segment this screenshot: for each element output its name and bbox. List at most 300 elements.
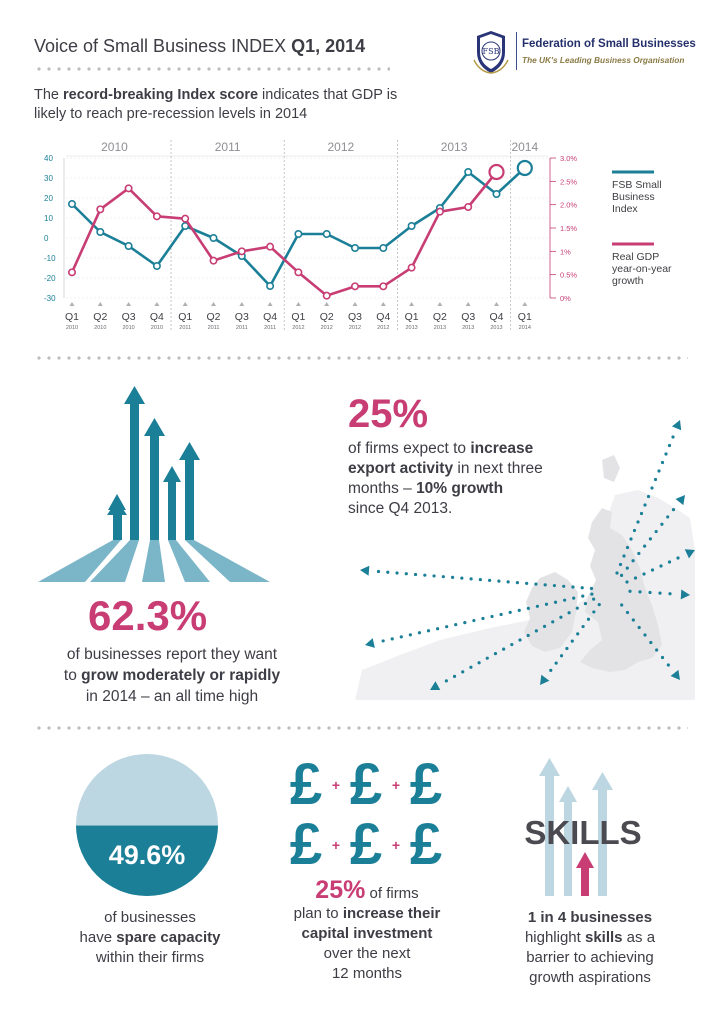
gdp-data-point bbox=[437, 208, 443, 214]
left-axis-ticks bbox=[44, 154, 56, 303]
x-tick-triangle bbox=[70, 302, 75, 306]
x-tick-label: Q2 bbox=[319, 311, 334, 323]
export-arrow-dot bbox=[581, 586, 584, 589]
export-arrow-dot bbox=[636, 520, 639, 523]
export-l3-pre: months – bbox=[348, 480, 417, 497]
gdp-data-point bbox=[465, 204, 471, 210]
subtitle-pre: The bbox=[34, 87, 64, 103]
x-tick-year-label: 2010 bbox=[122, 325, 135, 331]
x-tick-triangle bbox=[466, 302, 471, 306]
export-arrowhead-icon bbox=[672, 420, 681, 430]
index-data-point bbox=[154, 263, 160, 269]
index-data-point bbox=[518, 161, 532, 175]
export-arrow-dot bbox=[659, 564, 662, 567]
export-arrow-dot bbox=[626, 546, 629, 549]
export-arrow-dot bbox=[518, 609, 521, 612]
gdp-data-point bbox=[182, 215, 188, 221]
x-tick-label: Q3 bbox=[461, 311, 476, 323]
export-arrow-dot bbox=[518, 638, 521, 641]
skills-l2-bold: skills bbox=[584, 929, 623, 946]
growth-l3: in 2014 – an all time high bbox=[85, 688, 259, 705]
export-arrow-dot bbox=[527, 634, 530, 637]
export-arrow-dot bbox=[664, 452, 667, 455]
export-arrow-dot bbox=[453, 675, 456, 678]
right-axis-ticks bbox=[560, 154, 577, 303]
export-arrow-dot bbox=[382, 639, 385, 642]
growth-arrows-illustration bbox=[30, 380, 280, 585]
export-arrow-dot bbox=[553, 584, 556, 587]
export-arrow-dot bbox=[660, 523, 663, 526]
export-arrow-dot bbox=[534, 582, 537, 585]
export-arrow-dot bbox=[543, 625, 546, 628]
skills-l2-post: as a bbox=[622, 929, 656, 946]
x-tick-label: Q2 bbox=[432, 311, 447, 323]
x-tick-year-label: 2013 bbox=[405, 325, 418, 331]
pound-icon: £ bbox=[409, 752, 443, 817]
plus-icon: + bbox=[331, 777, 341, 793]
export-arrow-dot bbox=[638, 590, 641, 593]
export-arrow-dot bbox=[423, 574, 426, 577]
investment-description bbox=[262, 876, 472, 984]
export-arrow-dot bbox=[545, 603, 548, 606]
export-percentage: 25% bbox=[348, 392, 429, 436]
export-arrow-dot bbox=[661, 461, 664, 464]
right-tick-label: 0% bbox=[560, 294, 571, 303]
export-description bbox=[348, 439, 608, 519]
export-arrow-dot bbox=[442, 575, 445, 578]
export-arrow-dot bbox=[654, 478, 657, 481]
skills-l2-pre: highlight bbox=[524, 929, 585, 946]
export-arrow-dot bbox=[640, 512, 643, 515]
export-arrow-dot bbox=[598, 603, 601, 606]
export-arrow-dot bbox=[622, 554, 625, 557]
x-tick-year-label: 2011 bbox=[235, 325, 248, 331]
gdp-data-point bbox=[267, 243, 273, 249]
export-arrow-dot bbox=[571, 585, 574, 588]
capacity-l1: of businesses bbox=[104, 909, 196, 926]
export-arrow-dot bbox=[488, 579, 491, 582]
x-tick-label: Q2 bbox=[206, 311, 221, 323]
x-tick-year-label: 2010 bbox=[65, 325, 79, 331]
export-arrow-dot bbox=[668, 592, 671, 595]
x-tick-year-label: 2010 bbox=[94, 325, 107, 331]
export-arrow-dot bbox=[657, 469, 660, 472]
logo-name: Federation of Small Businesses bbox=[522, 38, 696, 50]
export-arrow-dot bbox=[649, 537, 652, 540]
left-tick-label: 10 bbox=[44, 214, 53, 223]
investment-l2-pre: plan to bbox=[293, 905, 343, 922]
year-label: 2011 bbox=[214, 140, 241, 154]
investment-l3-bold: capital investment bbox=[301, 925, 433, 942]
export-arrow-dot bbox=[481, 617, 484, 620]
x-tick-triangle bbox=[268, 302, 273, 306]
export-arrow-dot bbox=[536, 605, 539, 608]
x-tick-label: Q4 bbox=[149, 311, 164, 323]
x-tick-label: Q3 bbox=[121, 311, 136, 323]
index-gdp-line-chart bbox=[0, 140, 722, 335]
gdp-data-point bbox=[69, 269, 75, 275]
index-data-point bbox=[408, 223, 414, 229]
growth-l1: of businesses report they want bbox=[66, 646, 278, 663]
gdp-data-point bbox=[154, 213, 160, 219]
chart-subtitle bbox=[34, 86, 414, 124]
year-label: 2014 bbox=[511, 140, 539, 154]
growth-l2-pre: to bbox=[63, 667, 82, 684]
export-arrow-dot bbox=[632, 618, 635, 621]
export-arrow-dot bbox=[527, 607, 530, 610]
export-arrow-dot bbox=[451, 576, 454, 579]
x-tick-triangle bbox=[126, 302, 131, 306]
capacity-l3: within their firms bbox=[95, 949, 205, 966]
gdp-data-point bbox=[352, 283, 358, 289]
year-label: 2012 bbox=[327, 140, 355, 154]
left-tick-label: -10 bbox=[44, 254, 56, 263]
export-arrow-dot bbox=[470, 577, 473, 580]
dotted-divider-top bbox=[34, 67, 390, 71]
export-arrow-dot bbox=[418, 631, 421, 634]
export-arrowhead-icon bbox=[365, 638, 375, 648]
export-arrowhead-icon bbox=[360, 566, 369, 576]
legend-label: Business bbox=[612, 191, 655, 203]
export-arrow-dot bbox=[628, 590, 631, 593]
export-arrow-dot bbox=[592, 597, 595, 600]
export-arrow-dot bbox=[619, 563, 622, 566]
title-prefix: Voice of Small Business INDEX bbox=[34, 36, 292, 56]
export-arrow-dot bbox=[409, 633, 412, 636]
plus-icon: + bbox=[331, 837, 341, 853]
logo-divider bbox=[516, 32, 517, 70]
gdp-data-point bbox=[380, 283, 386, 289]
export-arrow-dot bbox=[477, 661, 480, 664]
capacity-l2-pre: have bbox=[79, 929, 117, 946]
pound-icon: £ bbox=[409, 812, 443, 872]
export-arrow-dot bbox=[544, 583, 547, 586]
export-arrow-dot bbox=[649, 641, 652, 644]
x-tick-triangle bbox=[437, 302, 442, 306]
export-arrow-dot bbox=[516, 581, 519, 584]
export-arrow-dot bbox=[668, 444, 671, 447]
subtitle-bold: record-breaking Index score bbox=[63, 87, 259, 103]
export-arrow-dot bbox=[629, 537, 632, 540]
export-arrow-dot bbox=[655, 648, 658, 651]
capacity-percentage: 49.6% bbox=[108, 840, 186, 870]
export-arrow-dot bbox=[510, 643, 513, 646]
x-tick-triangle bbox=[324, 302, 329, 306]
right-tick-label: 0.5% bbox=[560, 270, 578, 280]
x-tick-year-label: 2013 bbox=[433, 325, 447, 331]
export-l1-pre: of firms expect to bbox=[348, 440, 471, 457]
gdp-data-point bbox=[490, 165, 504, 179]
fsb-seal-icon bbox=[470, 30, 512, 74]
x-tick-year-label: 2011 bbox=[207, 325, 220, 331]
investment-l2-bold: increase their bbox=[342, 905, 441, 922]
x-tick-year-label: 2013 bbox=[462, 325, 475, 331]
export-arrow-dot bbox=[671, 435, 674, 438]
left-tick-label: 30 bbox=[44, 174, 53, 183]
export-arrow-dot bbox=[661, 656, 664, 659]
export-arrow-dot bbox=[590, 587, 593, 590]
export-arrow-dot bbox=[587, 618, 590, 621]
export-arrow-dot bbox=[502, 647, 505, 650]
capacity-l2-bold: spare capacity bbox=[116, 929, 221, 946]
export-arrow-dot bbox=[432, 574, 435, 577]
skills-word: SKILLS bbox=[524, 814, 642, 851]
export-arrow-dot bbox=[647, 495, 650, 498]
gdp-data-point bbox=[97, 206, 103, 212]
x-tick-label: Q4 bbox=[376, 311, 391, 323]
legend-label: FSB Small bbox=[612, 179, 662, 191]
export-arrow-dot bbox=[391, 637, 394, 640]
export-l4: since Q4 2013. bbox=[348, 500, 453, 517]
left-tick-label: 20 bbox=[44, 194, 53, 203]
gdp-data-point bbox=[408, 264, 414, 270]
x-tick-year-label: 2011 bbox=[264, 325, 277, 331]
export-arrow-dot bbox=[500, 613, 503, 616]
left-tick-label: -20 bbox=[44, 274, 56, 283]
right-tick-label: 1.5% bbox=[560, 224, 578, 233]
x-tick-label: Q1 bbox=[517, 311, 532, 323]
x-tick-label: Q4 bbox=[489, 311, 504, 323]
index-data-point bbox=[210, 235, 216, 241]
legend-label: Real GDP bbox=[612, 251, 660, 263]
index-series-line bbox=[72, 168, 525, 286]
capacity-description bbox=[50, 908, 250, 968]
gdp-data-point bbox=[239, 248, 245, 254]
export-arrow-dot bbox=[560, 654, 563, 657]
pound-icon: £ bbox=[349, 752, 383, 817]
export-arrow-dot bbox=[469, 666, 472, 669]
export-arrow-dot bbox=[642, 572, 645, 575]
index-data-point bbox=[465, 169, 471, 175]
x-tick-label: Q2 bbox=[93, 311, 108, 323]
legend-label: growth bbox=[612, 275, 644, 287]
x-tick-year-label: 2012 bbox=[348, 325, 362, 331]
export-arrow-dot bbox=[405, 572, 408, 575]
skills-l4: growth aspirations bbox=[529, 969, 651, 986]
export-arrow-dot bbox=[436, 627, 439, 630]
x-tick-triangle bbox=[296, 302, 301, 306]
right-tick-label: 1% bbox=[560, 247, 571, 257]
right-tick-label: 2.5% bbox=[560, 177, 578, 187]
x-tick-year-label: 2012 bbox=[292, 325, 305, 331]
export-arrow-dot bbox=[507, 580, 510, 583]
export-l2-bold: export activity bbox=[348, 460, 454, 477]
chart-legend bbox=[612, 172, 672, 287]
x-tick-triangle bbox=[98, 302, 103, 306]
export-arrow-dot bbox=[643, 545, 646, 548]
export-l2-post: in next three bbox=[453, 460, 543, 477]
index-data-point bbox=[97, 229, 103, 235]
export-arrow-dot bbox=[490, 615, 493, 618]
perspective-rays bbox=[38, 540, 270, 582]
gdp-data-point bbox=[125, 185, 131, 191]
growth-description bbox=[22, 644, 322, 707]
skills-description bbox=[490, 908, 690, 988]
investment-l4: over the next bbox=[323, 945, 411, 962]
year-label: 2013 bbox=[440, 140, 468, 154]
export-arrow-dot bbox=[445, 625, 448, 628]
logo-seal-text: FSB bbox=[482, 47, 500, 56]
export-arrow-dot bbox=[572, 597, 575, 600]
export-arrow-dot bbox=[631, 559, 634, 562]
export-arrow-dot bbox=[667, 663, 670, 666]
export-arrow-dot bbox=[461, 670, 464, 673]
export-arrow-dot bbox=[494, 652, 497, 655]
index-data-point bbox=[69, 201, 75, 207]
x-tick-year-label: 2012 bbox=[377, 325, 390, 331]
export-arrow-dot bbox=[658, 592, 661, 595]
export-arrow-dot bbox=[626, 566, 629, 569]
export-arrow-dot bbox=[638, 626, 641, 629]
spare-capacity-circle bbox=[74, 752, 220, 898]
x-tick-triangle bbox=[353, 302, 358, 306]
legend-label: Index bbox=[612, 203, 638, 215]
gdp-data-point bbox=[295, 269, 301, 275]
export-arrow-dot bbox=[535, 629, 538, 632]
export-arrow-dot bbox=[576, 607, 579, 610]
pound-symbols-illustration bbox=[282, 752, 452, 872]
export-arrow-dot bbox=[414, 573, 417, 576]
x-tick-triangle bbox=[494, 302, 499, 306]
export-arrow-dot bbox=[637, 552, 640, 555]
export-arrow-dot bbox=[584, 602, 587, 605]
year-labels bbox=[101, 140, 538, 154]
x-tick-label: Q1 bbox=[64, 311, 80, 323]
export-arrow-dot bbox=[486, 657, 489, 660]
index-data-point bbox=[125, 243, 131, 249]
export-arrow-dot bbox=[509, 611, 512, 614]
export-arrow-dot bbox=[672, 508, 675, 511]
x-tick-label: Q1 bbox=[178, 311, 193, 323]
x-tick-triangle bbox=[381, 302, 386, 306]
x-tick-year-label: 2011 bbox=[179, 325, 192, 331]
export-arrow-dot bbox=[615, 571, 618, 574]
export-arrowhead-icon bbox=[675, 495, 685, 505]
x-tick-triangle bbox=[239, 302, 244, 306]
subtitle-post: indicates that GDP is likely to reach pre-recession levels in 2014 bbox=[34, 87, 398, 122]
x-tick-triangle bbox=[154, 302, 159, 306]
export-arrow-dot bbox=[555, 661, 558, 664]
export-l1-bold: increase bbox=[470, 440, 534, 457]
chart-grid bbox=[64, 140, 556, 332]
export-arrow-dot bbox=[427, 629, 430, 632]
dotted-divider-bottom bbox=[34, 726, 688, 730]
legend-label: year-on-year bbox=[612, 263, 672, 275]
export-arrow-dot bbox=[395, 571, 398, 574]
index-data-point bbox=[380, 245, 386, 251]
growth-l2-bold: grow moderately or rapidly bbox=[81, 667, 281, 684]
left-tick-label: 0 bbox=[44, 234, 49, 243]
export-arrow-dot bbox=[592, 610, 595, 613]
index-data-point bbox=[352, 245, 358, 251]
export-arrow-dot bbox=[400, 635, 403, 638]
right-tick-label: 2.0% bbox=[560, 200, 578, 210]
index-data-point bbox=[324, 231, 330, 237]
export-arrow-dot bbox=[634, 576, 637, 579]
export-arrow-dot bbox=[655, 530, 658, 533]
x-tick-year-label: 2014 bbox=[518, 325, 531, 331]
export-arrow-dot bbox=[565, 647, 568, 650]
x-tick-triangle bbox=[211, 302, 216, 306]
export-arrow-dot bbox=[567, 611, 570, 614]
year-label: 2010 bbox=[101, 140, 128, 154]
export-arrow-dot bbox=[554, 601, 557, 604]
export-arrow-dot bbox=[551, 620, 554, 623]
index-data-point bbox=[267, 283, 273, 289]
export-arrow-dot bbox=[668, 560, 671, 563]
plus-icon: + bbox=[391, 837, 401, 853]
x-tick-label: Q1 bbox=[291, 311, 306, 323]
export-arrow-dot bbox=[445, 679, 448, 682]
gdp-data-point bbox=[210, 257, 216, 263]
export-arrow-dot bbox=[625, 580, 628, 583]
export-arrow-dot bbox=[454, 623, 457, 626]
gdp-data-point bbox=[324, 292, 330, 298]
export-l3-bold: 10% growth bbox=[416, 480, 504, 497]
left-tick-label: 40 bbox=[44, 154, 53, 163]
skills-illustration bbox=[508, 752, 658, 902]
export-arrow-dot bbox=[571, 640, 574, 643]
export-arrow-dot bbox=[590, 592, 593, 595]
growth-percentage: 62.3% bbox=[88, 592, 208, 639]
export-arrow-dot bbox=[648, 591, 651, 594]
x-tick-year-label: 2012 bbox=[320, 325, 333, 331]
export-arrow-dot bbox=[581, 625, 584, 628]
export-arrow-dot bbox=[676, 556, 679, 559]
dotted-divider-middle bbox=[34, 356, 688, 360]
export-arrow-dot bbox=[460, 577, 463, 580]
export-arrow-dot bbox=[666, 515, 669, 518]
export-arrow-dot bbox=[386, 571, 389, 574]
title-period: Q1, 2014 bbox=[291, 36, 366, 56]
export-arrow-dot bbox=[581, 595, 584, 598]
pound-icon: £ bbox=[349, 812, 383, 872]
export-arrow-dot bbox=[643, 633, 646, 636]
x-tick-year-label: 2010 bbox=[150, 325, 164, 331]
export-arrow-dot bbox=[651, 568, 654, 571]
investment-l5: 12 months bbox=[331, 965, 403, 982]
export-arrow-dot bbox=[562, 585, 565, 588]
export-arrow-dot bbox=[549, 669, 552, 672]
export-arrow-dot bbox=[563, 599, 566, 602]
pound-icon: £ bbox=[289, 752, 323, 817]
export-arrow-dot bbox=[497, 580, 500, 583]
x-tick-label: Q3 bbox=[234, 311, 249, 323]
export-arrow-dot bbox=[472, 619, 475, 622]
export-arrow-dot bbox=[525, 582, 528, 585]
export-arrow-dot bbox=[643, 503, 646, 506]
logo-tagline: The UK's Leading Business Organisation bbox=[522, 55, 685, 65]
investment-percentage: 25% bbox=[315, 876, 366, 904]
x-tick-triangle bbox=[522, 302, 527, 306]
page-title bbox=[34, 36, 365, 57]
right-tick-label: 3.0% bbox=[560, 154, 578, 163]
export-arrow-dot bbox=[479, 578, 482, 581]
export-arrow-dot bbox=[620, 574, 623, 577]
skills-l3: barrier to achieving bbox=[526, 949, 654, 966]
x-tick-label: Q1 bbox=[404, 311, 419, 323]
export-arrow-dot bbox=[559, 616, 562, 619]
pound-icon: £ bbox=[289, 812, 323, 872]
export-arrow-dot bbox=[463, 621, 466, 624]
x-tick-triangle bbox=[183, 302, 188, 306]
export-arrow-dot bbox=[626, 611, 629, 614]
x-tick-label: Q4 bbox=[263, 311, 278, 323]
export-arrow-dot bbox=[377, 570, 380, 573]
x-axis-ticks bbox=[65, 302, 532, 331]
x-tick-label: Q3 bbox=[347, 311, 363, 323]
index-data-point bbox=[493, 191, 499, 197]
